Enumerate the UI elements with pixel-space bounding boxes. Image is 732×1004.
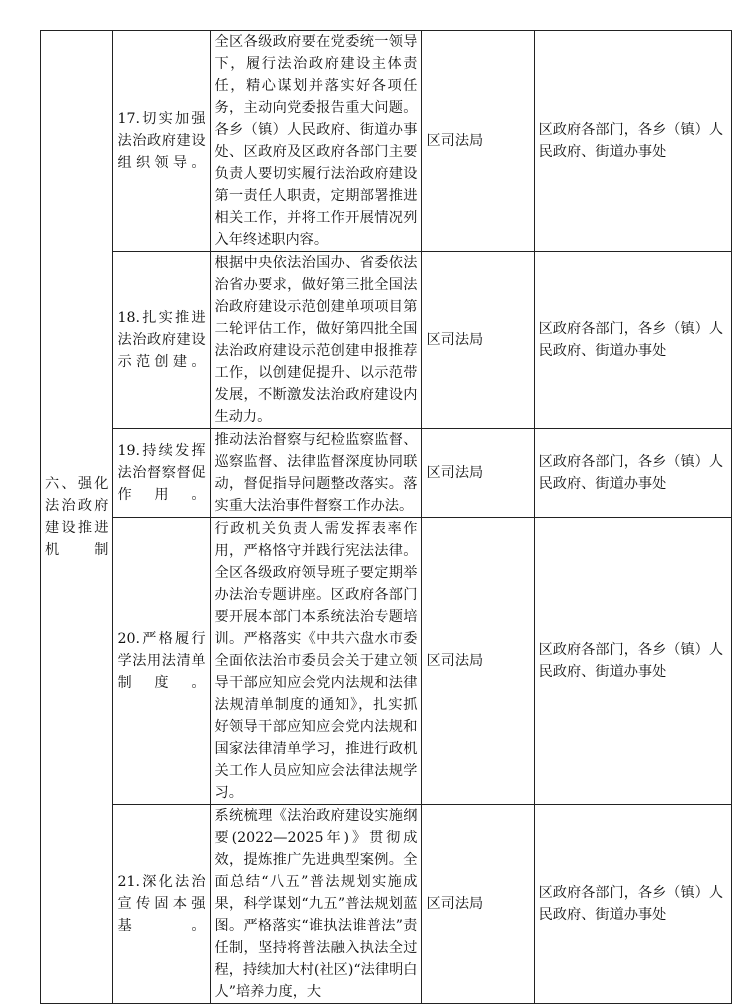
table-row: [41, 429, 732, 518]
responsible-unit-cell: 区政府各部门，各乡（镇）人民政府、街道办事处: [534, 252, 731, 429]
table-row: [41, 518, 732, 805]
measure-cell: 系统梳理《法治政府建设实施纲要(2022—2025年)》贯彻成效，提炼推广先进典型案例。全面总结“八五”普法规划实施成果，科学谋划“九五”普法规划蓝图。严格落实“谁执法谁普法”责任制，坚持将普法融入执法全过程，持续加大村(社区)“法律明白人”培养力度，大: [210, 805, 422, 1004]
measure-cell: 全区各级政府要在党委统一领导下，履行法治政府建设主体责任，精心谋划并落实好各项任务，主动向党委报告重大问题。各乡（镇）人民政府、街道办事处、区政府及区政府各部门主要负责人要切实履行法治政府建设第一责任人职责，定期部署推进相关工作，并将工作开展情况列入年终述职内容。: [210, 31, 422, 252]
item-cell: 20.严格履行学法用法清单制度。: [113, 518, 210, 805]
item-cell: 21.深化法治宣传固本强基。: [113, 805, 210, 1004]
measure-cell: 行政机关负责人需发挥表率作用，严格恪守并践行宪法法律。全区各级政府领导班子要定期举办法治专题讲座。区政府各部门要开展本部门本系统法治专题培训。严格落实《中共六盘水市委全面依法治市委员会关于建立领导干部应知应会党内法规和法律法规清单制度的通知》，扎实抓好领导干部应知应会党内法规和国家法律清单学习，推进行政机关工作人员应知应会法律法规学习。: [210, 518, 422, 805]
lead-unit-cell: 区司法局: [422, 805, 534, 1004]
measure-cell: 推动法治督察与纪检监察监督、巡察监督、法律监督深度协同联动，督促指导问题整改落实。落实重大法治事件督察工作办法。: [210, 429, 422, 518]
table-row: [41, 252, 732, 429]
table-row: [41, 805, 732, 1004]
responsible-unit-cell: 区政府各部门，各乡（镇）人民政府、街道办事处: [534, 429, 731, 518]
item-cell: 19.持续发挥法治督察督促作用。: [113, 429, 210, 518]
section-cell: 六、强化法治政府建设推进机制: [41, 31, 113, 1004]
item-cell: 18.扎实推进法治政府建设示范创建。: [113, 252, 210, 429]
lead-unit-cell: 区司法局: [422, 429, 534, 518]
responsible-unit-cell: 区政府各部门，各乡（镇）人民政府、街道办事处: [534, 518, 731, 805]
lead-unit-cell: 区司法局: [422, 252, 534, 429]
item-cell: 17.切实加强法治政府建设组织领导。: [113, 31, 210, 252]
responsible-unit-cell: 区政府各部门，各乡（镇）人民政府、街道办事处: [534, 805, 731, 1004]
lead-unit-cell: 区司法局: [422, 518, 534, 805]
lead-unit-cell: 区司法局: [422, 31, 534, 252]
measure-cell: 根据中央依法治国办、省委依法治省办要求，做好第三批全国法治政府建设示范创建单项项目第二轮评估工作，做好第四批全国法治政府建设示范创建申报推荐工作，以创建促提升、以示范带发展，不断激发法治政府建设内生动力。: [210, 252, 422, 429]
table-row: [41, 31, 732, 252]
task-table: [40, 30, 732, 1004]
responsible-unit-cell: 区政府各部门，各乡（镇）人民政府、街道办事处: [534, 31, 731, 252]
page-top-margin: [0, 0, 732, 30]
